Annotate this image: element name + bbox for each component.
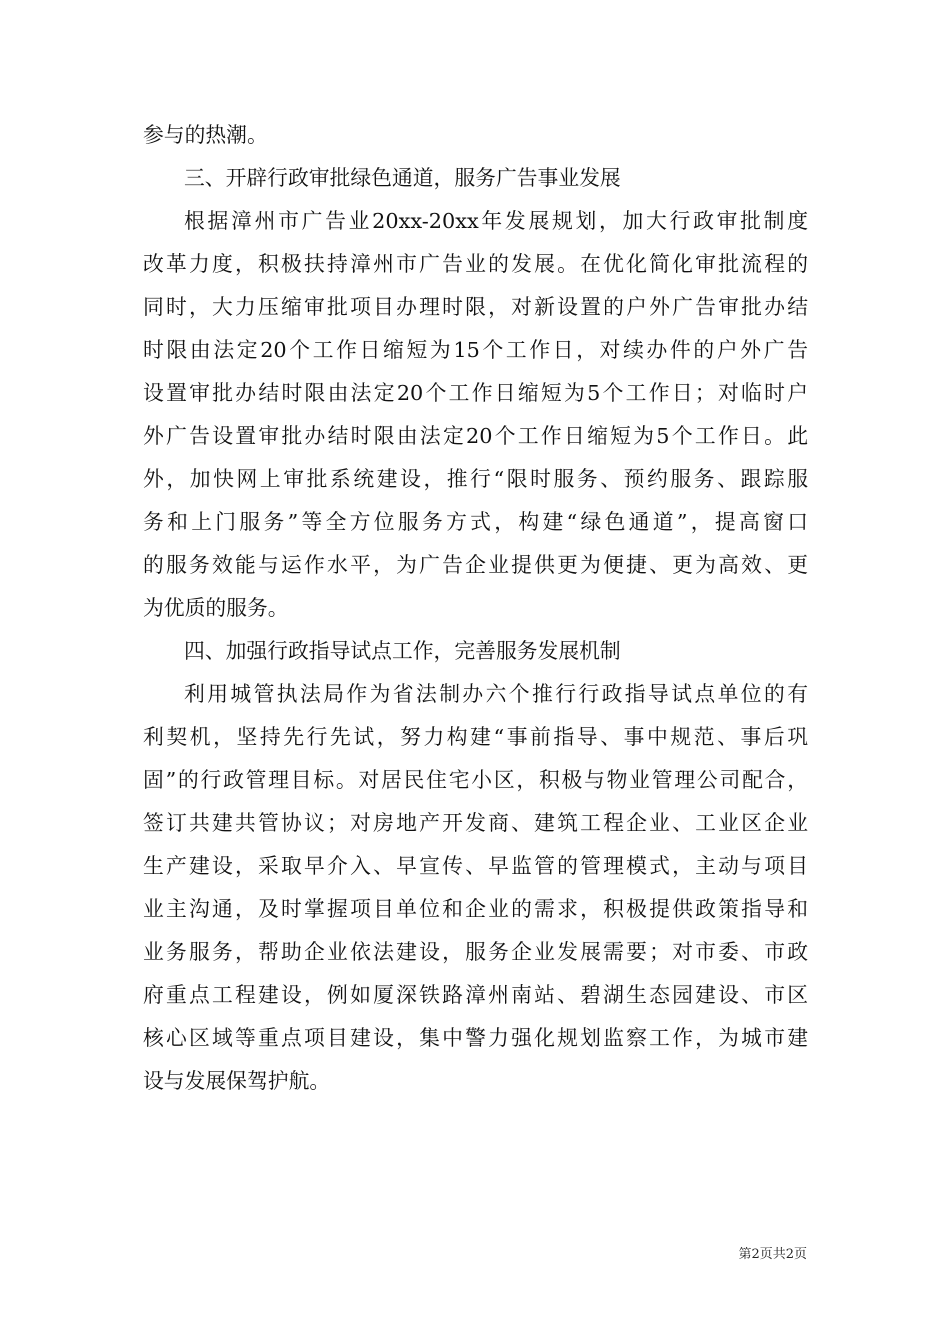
page-number: 第2页共2页 (738, 1247, 807, 1262)
paragraph-line: 同时，大力压缩审批项目办理时限，对新设置的户外广告审批办结 (143, 295, 808, 319)
paragraph-line: 为优质的服务。 (143, 596, 289, 620)
paragraph-line: 业主沟通，及时掌握项目单位和企业的需求，积极提供政策指导和 (143, 897, 808, 921)
paragraph-line: 业务服务，帮助企业依法建设，服务企业发展需要；对市委、市政 (143, 940, 808, 964)
section-heading: 四、加强行政指导试点工作，完善服务发展机制 (184, 639, 621, 663)
paragraph-line: 务和上门服务”等全方位服务方式，构建“绿色通道”，提高窗口 (143, 510, 808, 534)
paragraph-line: 外，加快网上审批系统建设，推行“限时服务、预约服务、跟踪服 (143, 467, 808, 491)
paragraph-line: 生产建设，采取早介入、早宣传、早监管的管理模式，主动与项目 (143, 854, 808, 878)
paragraph-line: 利契机，坚持先行先试，努力构建“事前指导、事中规范、事后巩 (143, 725, 808, 749)
paragraph-line: 签订共建共管协议；对房地产开发商、建筑工程企业、工业区企业 (143, 811, 808, 835)
paragraph-line: 府重点工程建设，例如厦深铁路漳州南站、碧湖生态园建设、市区 (143, 983, 808, 1007)
paragraph-line: 设置审批办结时限由法定20个工作日缩短为5个工作日；对临时户 (143, 381, 808, 405)
paragraph-line: 根据漳州市广告业20xx-20xx年发展规划，加大行政审批制度 (184, 209, 808, 233)
paragraph-line: 设与发展保驾护航。 (143, 1069, 331, 1093)
paragraph-line: 利用城管执法局作为省法制办六个推行行政指导试点单位的有 (184, 682, 808, 706)
paragraph-line: 改革力度，积极扶持漳州市广告业的发展。在优化简化审批流程的 (143, 252, 808, 276)
document-body (143, 114, 808, 1103)
paragraph-line: 固”的行政管理目标。对居民住宅小区，积极与物业管理公司配合， (143, 768, 808, 792)
paragraph-line: 核心区域等重点项目建设，集中警力强化规划监察工作，为城市建 (143, 1026, 808, 1050)
section-heading: 三、开辟行政审批绿色通道，服务广告事业发展 (184, 166, 621, 190)
paragraph-line: 时限由法定20个工作日缩短为15个工作日，对续办件的户外广告 (143, 338, 808, 362)
paragraph-line: 的服务效能与运作水平，为广告企业提供更为便捷、更为高效、更 (143, 553, 808, 577)
paragraph-line: 参与的热潮。 (143, 123, 268, 147)
paragraph-line: 外广告设置审批办结时限由法定20个工作日缩短为5个工作日。此 (143, 424, 808, 448)
